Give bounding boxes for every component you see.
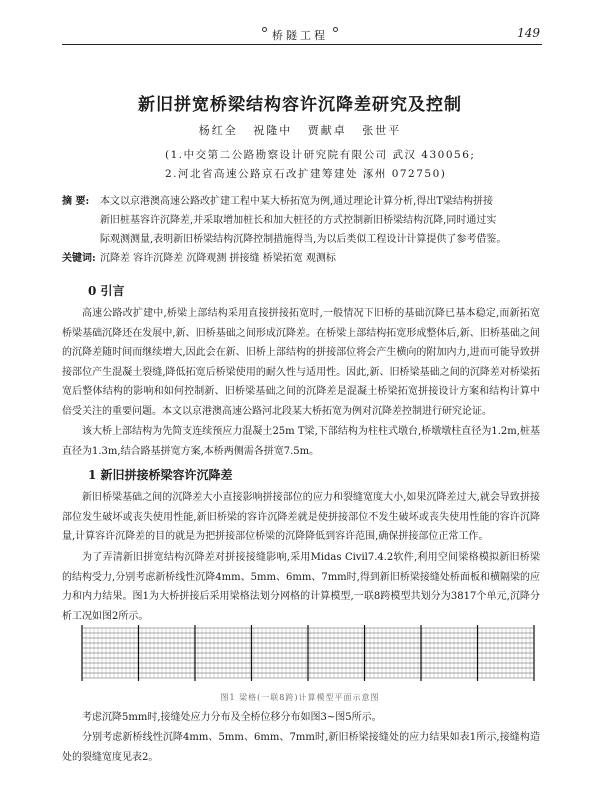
body-paragraph: 考虑沉降5mm时,接缝处应力分布及全桥位移分布如图3~图5所示。 [82, 712, 382, 723]
figure-1-grillage-model [78, 622, 538, 686]
author-list: 杨红全 祝隆中 贾献卓 张世平 [198, 124, 402, 137]
abstract-line: 际观测测量,表明新旧桥梁结构沉降控制措施得当,为以后类似工程设计计算提供了参考借鉴。 [100, 234, 507, 245]
journal-name: 桥隧工程 [272, 29, 328, 42]
figure-1-caption: 图1 梁格(一联8跨)计算模型平面示意图 [220, 693, 380, 702]
section-heading-introduction: 0 引言 [88, 284, 125, 298]
body-paragraph: 该大桥上部结构为先简支连续预应力混凝土25m T梁,下部结构为柱柱式墩台,桥墩墩柱直径为1.2m,桩基直径为1.3m,结合路基拼宽方案,本桥两侧需各拼宽7.5m。 [62, 426, 540, 457]
header-ornament-right [333, 27, 338, 32]
abstract-line: 本文以京港澳高速公路改扩建工程中某大桥拓宽为例,通过理论计算分析,得出T梁结构拼接 [100, 196, 494, 207]
affiliation-2: 2.河北省高速公路京石改扩建筹建处 涿州 072750) [165, 168, 447, 180]
body-paragraph: 分别考虑新桥线性沉降4mm、5mm、6mm、7mm时,新旧桥梁接缝处的应力结果如表1所示,接缝构造处的裂缝宽度见表2。 [62, 732, 540, 763]
body-paragraph: 为了弄清新旧拼宽结构沉降差对拼接接缝影响,采用Midas Civil7.4.2软件,利用空间梁格模拟新旧桥梁的结构受力,分别考虑新桥线性沉降4mm、5mm、6mm、7mm时,得到新旧桥梁接缝处桥面板和横隔梁的应力和内力结果。图1为大桥拼接后采用梁格法划分网格的计算模型,一联8跨模型共划分为3817个单元,沉降分析工况如图2所示。 [62, 552, 540, 622]
abstract-line: 新旧桩基容许沉降差,并采取增加桩长和加大桩径的方式控制新旧桥梁结构沉降,同时通过实 [100, 215, 497, 226]
keywords-text: 沉降差 容许沉降差 沉降观测 拼接缝 桥梁拓宽 观测标 [100, 253, 336, 264]
body-paragraph: 新旧桥梁基础之间的沉降差大小直接影响拼接部位的应力和裂缝宽度大小,如果沉降差过大,就会导致拼接部位发生破坏或丧失使用性能,新旧桥梁的容许沉降差就是使拼接部位不发生破坏或丧失使用性能的容许沉降量,计算容许沉降差的目的就是为把拼接部位桥梁的沉降降低到容许范围,确保拼接部位正常工作。 [62, 492, 540, 542]
keywords-label: 关键词: [62, 253, 96, 264]
header-rule [62, 44, 542, 45]
body-paragraph: 高速公路改扩建中,桥梁上部结构采用直接拼接拓宽时,一般情况下旧桥的基础沉降已基本稳定,而新拓宽桥梁基础沉降还在发展中,新、旧桥基础之间形成沉降差。在桥梁上部结构拓宽形成整体后,新、旧桥基础之间的沉降差随时间而继续增大,因此会在新、旧桥上部结构的拼接部位将会产生横向的附加内力,进而可能导致拼接部位产生混凝土裂缝,降低拓宽后桥梁使用的耐久性与适用性。因此,新、旧桥梁基础之间的沉降差对桥梁拓宽后整体结构的影响和如何控制新、旧桥梁基础之间的沉降差是混凝土桥梁拓宽拼接设计方案和结构计算中倍受关注的重要问题。本文以京港澳高速公路河北段某大桥拓宽为例对沉降差控制进行研究论证。 [62, 308, 540, 417]
abstract-label: 摘 要: [62, 196, 90, 207]
paper-title: 新旧拼宽桥梁结构容许沉降差研究及控制 [138, 95, 462, 115]
page-number: 149 [517, 26, 540, 40]
abstract [62, 192, 540, 268]
affiliation-1: (1.中交第二公路勘察设计研究院有限公司 武汉 430056; [165, 149, 476, 161]
section-heading-allowable-settlement: 1 新旧拼接桥梁容许沉降差 [88, 468, 233, 482]
